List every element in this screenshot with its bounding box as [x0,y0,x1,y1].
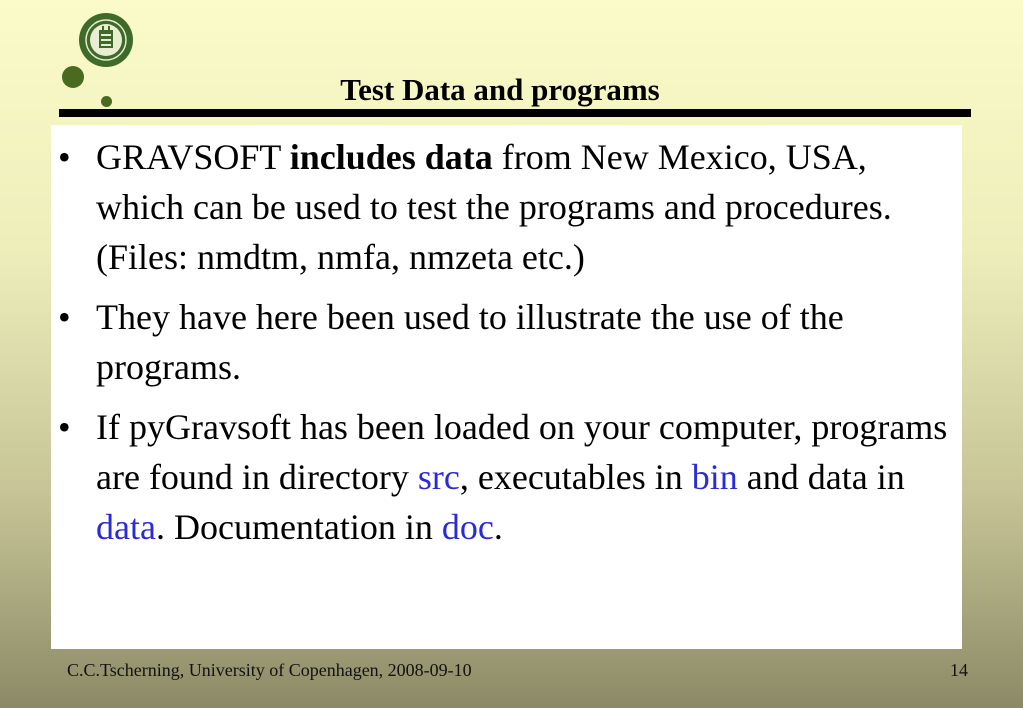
bullet-1-text-start: GRAVSOFT [96,137,290,177]
university-seal-logo [78,12,134,68]
bullet-3-text-1: If pyGravsoft has been loaded on your computer, programs are found in directory [96,407,948,497]
src-directory-link[interactable]: src [417,457,460,497]
doc-directory-link[interactable]: doc [441,507,494,547]
bullet-1-text-end: from New Mexico, USA, which can be used to test the programs and procedures. (Files: nmdtm, nmfa, nmzeta etc.) [96,137,892,277]
decorative-dot-small [101,96,112,107]
decorative-dot-large [62,66,84,88]
bullet-3-text-3: and data in [737,457,905,497]
page-number: 14 [950,660,968,680]
bullet-marker: • [58,407,71,447]
slide-title: Test Data and programs [340,72,660,107]
bullet-1-bold-text: includes data [289,137,493,177]
bullet-list [58,132,958,562]
bullet-marker: • [58,137,71,177]
bullet-3-text-5: . [493,507,503,547]
title-divider [59,109,971,117]
bin-directory-link[interactable]: bin [691,457,738,497]
bullet-3-text-2: , executables in [459,457,692,497]
bullet-2-text: They have here been used to illustrate the use of the programs. [96,297,844,387]
bullet-item-2 [58,292,958,392]
bullet-item-3 [58,402,958,552]
bullet-marker: • [58,297,71,337]
bullet-item-1 [58,132,958,282]
data-directory-link[interactable]: data [96,507,156,547]
slide-footer: C.C.Tscherning, University of Copenhagen, 2008-09-10 [67,660,472,680]
bullet-3-text-4: . Documentation in [155,507,442,547]
